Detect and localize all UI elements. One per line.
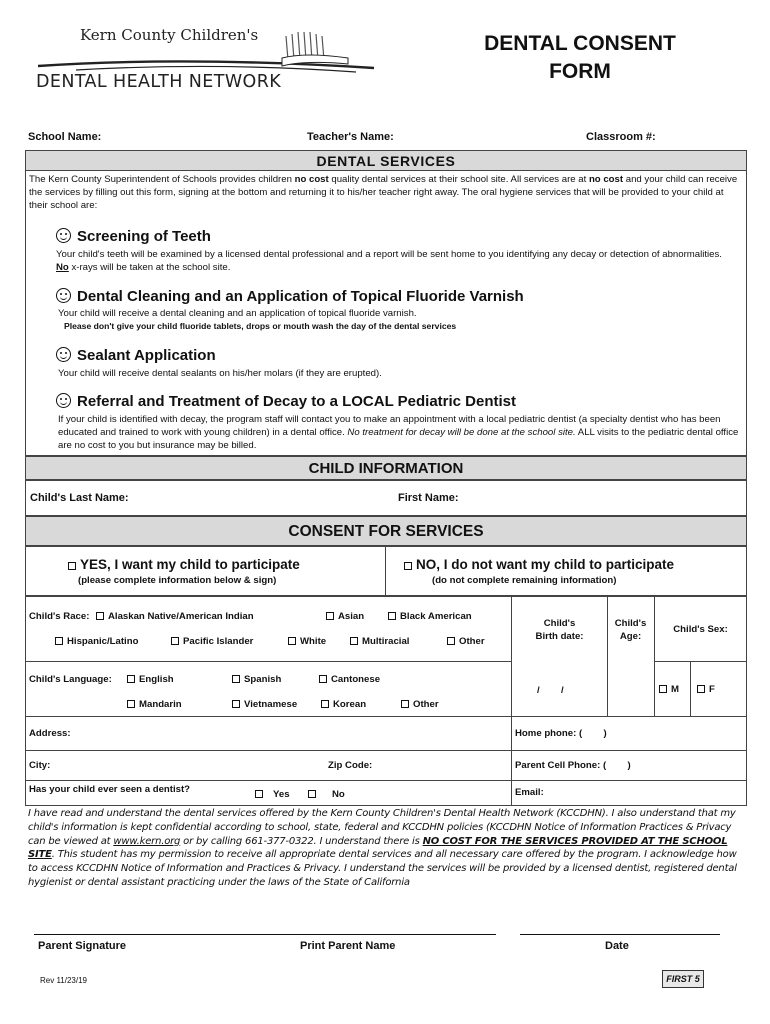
consent-no-note: (do not complete remaining information) [432, 575, 617, 586]
race-option-hispanic[interactable]: Hispanic/Latino [55, 636, 138, 647]
service-referral-title: Referral and Treatment of Decay to a LOCAL Pediatric Dentist [56, 393, 516, 410]
signature-line[interactable] [34, 934, 496, 935]
checkbox[interactable] [447, 637, 455, 645]
checkbox[interactable] [127, 700, 135, 708]
seen-dentist-yes[interactable]: Yes [255, 789, 290, 800]
checkbox[interactable] [171, 637, 179, 645]
sex-option-m[interactable]: M [659, 684, 679, 695]
language-option-mandarin[interactable]: Mandarin [127, 699, 182, 710]
checkbox[interactable] [350, 637, 358, 645]
checkbox[interactable] [55, 637, 63, 645]
classroom-field[interactable]: Classroom #: [586, 131, 656, 143]
child-first-name-field[interactable]: First Name: [398, 492, 459, 504]
consent-no-option[interactable]: NO, I do not want my child to participate [404, 557, 674, 572]
checkbox[interactable] [308, 790, 316, 798]
race-option-asian[interactable]: Asian [326, 611, 364, 622]
consent-yes-option[interactable]: YES, I want my child to participate [68, 557, 300, 572]
smiley-icon [56, 347, 71, 362]
checkbox[interactable] [697, 685, 705, 693]
seen-dentist-no[interactable]: No [308, 789, 345, 800]
smiley-icon [56, 228, 71, 243]
checkbox[interactable] [659, 685, 667, 693]
logo-line1: Kern County Children's [80, 26, 259, 44]
checkbox[interactable] [232, 700, 240, 708]
sex-label: Child's Sex: [673, 624, 728, 635]
checkbox[interactable] [255, 790, 263, 798]
services-intro: The Kern County Superintendent of Schools provides children no cost quality dental services at their school site. All services are at no cost and your child can receive the services by filling out this form, signing at the bottom and returning it to his/her teacher right away. The oral hygiene services that will be provided to your child at their school are: [29, 174, 738, 211]
consent-header: CONSENT FOR SERVICES [25, 516, 747, 546]
date-line[interactable] [520, 934, 720, 935]
language-option-english[interactable]: English [127, 674, 174, 685]
teacher-name-field[interactable]: Teacher's Name: [307, 131, 394, 143]
kern-link[interactable]: www.kern.org [113, 835, 181, 847]
school-name-field[interactable]: School Name: [28, 131, 102, 143]
age-input[interactable] [608, 662, 653, 715]
language-option-other[interactable]: Other [401, 699, 439, 710]
checkbox[interactable] [288, 637, 296, 645]
parent-cell-field[interactable]: Parent Cell Phone: ( ) [515, 760, 631, 771]
no-checkbox[interactable] [404, 562, 412, 570]
checkbox[interactable] [96, 612, 104, 620]
seen-dentist-question: Has your child ever seen a dentist? [29, 784, 191, 795]
service-cleaning-title: Dental Cleaning and an Application of Topical Fluoride Varnish [56, 288, 524, 305]
print-parent-name-label: Print Parent Name [300, 940, 396, 952]
checkbox[interactable] [388, 612, 396, 620]
dental-services-header: DENTAL SERVICES [25, 150, 747, 171]
language-label: Child's Language: [29, 674, 112, 685]
race-option-multiracial[interactable]: Multiracial [350, 636, 409, 647]
address-field[interactable]: Address: [29, 728, 71, 739]
smiley-icon [56, 393, 71, 408]
revision-date: Rev 11/23/19 [40, 976, 87, 985]
smiley-icon [56, 288, 71, 303]
home-phone-field[interactable]: Home phone: ( ) [515, 728, 607, 739]
service-sealant-title: Sealant Application [56, 347, 216, 364]
checkbox[interactable] [326, 612, 334, 620]
checkbox[interactable] [319, 675, 327, 683]
parent-signature-label: Parent Signature [38, 940, 127, 952]
language-option-vietnamese[interactable]: Vietnamese [232, 699, 297, 710]
birth-date-input[interactable]: / / [537, 685, 564, 696]
language-option-korean[interactable]: Korean [321, 699, 366, 710]
race-option-alaskan[interactable]: Alaskan Native/American Indian [96, 611, 254, 622]
checkbox[interactable] [127, 675, 135, 683]
child-name-row [25, 480, 747, 516]
language-option-cantonese[interactable]: Cantonese [319, 674, 380, 685]
service-cleaning-text: Your child will receive a dental cleaning and an application of topical fluoride varnish. [58, 308, 417, 319]
race-option-other[interactable]: Other [447, 636, 485, 647]
service-screening-text: Your child's teeth will be examined by a licensed dental professional and a report will be sent home to you identifying any decay or detection of abnormalities. No x-rays will be taken at the school site. [56, 249, 722, 273]
title-line1: DENTAL CONSENT [484, 32, 676, 55]
email-field[interactable]: Email: [515, 787, 544, 798]
consent-yes-note: (please complete information below & sign) [78, 575, 277, 586]
race-label: Child's Race: [29, 611, 90, 622]
logo-line2: DENTAL HEALTH NETWORK [36, 72, 282, 92]
date-label: Date [605, 940, 629, 952]
age-label: Child's Age: [614, 618, 647, 642]
child-last-name-field[interactable]: Child's Last Name: [30, 492, 129, 504]
yes-checkbox[interactable] [68, 562, 76, 570]
checkbox[interactable] [401, 700, 409, 708]
service-screening-title: Screening of Teeth [56, 228, 211, 245]
service-cleaning-note: Please don't give your child fluoride tablets, drops or mouth wash the day of the dental services [64, 321, 457, 331]
race-option-white[interactable]: White [288, 636, 326, 647]
service-referral-text: If your child is identified with decay, the program staff will contact you to make an appointment with a local pediatric dentist (a specialty dentist who has been educated and trained to work with young children) in a dental office. No treatment for decay will be done at the school site. ALL visits to the pediatric dental office are no cost to you but insurance may be billed. [58, 414, 739, 451]
page-title [460, 30, 700, 86]
checkbox[interactable] [232, 675, 240, 683]
child-info-header: CHILD INFORMATION [25, 456, 747, 480]
agreement-text: I have read and understand the dental services offered by the Kern County Children's Dental Health Network (KCCDHN). I also understand that my child's information is kept confidential according to school, state, federal and KCCDHN policies (KCCDHN Notice of Information Practices & Privacy can be viewed at www.kern.org or by calling 661-377-0322. I understand there is NO COST FOR THE SERVICES PROVIDED AT THE SCHOOL SITE. This student has my permission to receive all appropriate dental services and all necessary care offered by the program. I acknowledge how to access KCCDHN Notice of Information and Practices & Privacy. I understand the services will be provided by a licensed dentist, registered dental hygienist or dental assistant practicing under the laws of the State of California [28, 808, 737, 888]
race-option-pacific[interactable]: Pacific Islander [171, 636, 253, 647]
zip-code-field[interactable]: Zip Code: [328, 760, 373, 771]
race-option-black[interactable]: Black American [388, 611, 472, 622]
logo [36, 22, 376, 98]
language-option-spanish[interactable]: Spanish [232, 674, 281, 685]
service-sealant-text: Your child will receive dental sealants on his/her molars (if they are erupted). [58, 368, 382, 379]
city-field[interactable]: City: [29, 760, 51, 771]
first5-logo: FIRST 5 [662, 970, 704, 988]
title-line2: FORM [549, 60, 611, 83]
checkbox[interactable] [321, 700, 329, 708]
birth-date-label: Child's Birth date: [535, 618, 584, 642]
sex-option-f[interactable]: F [697, 684, 715, 695]
